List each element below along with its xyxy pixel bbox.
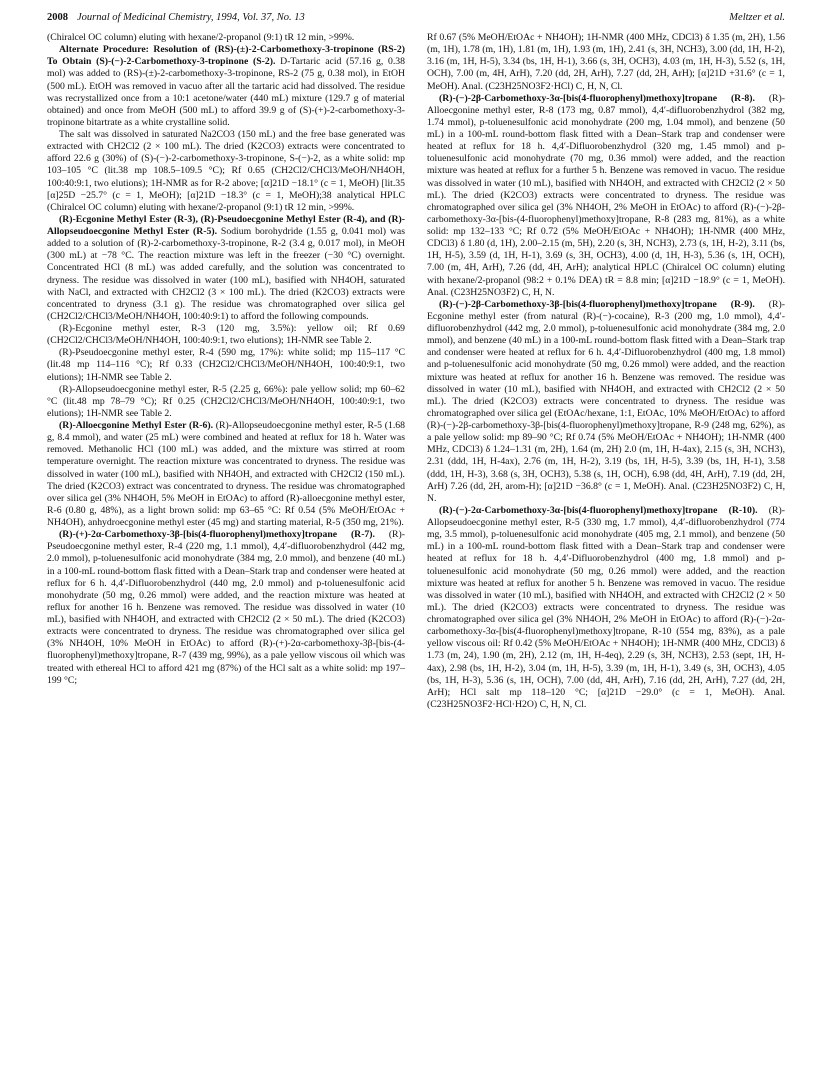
paragraph-heading: Alternate Procedure: Resolution of (RS)-(±)-2-Carbomethoxy-3-tropinone (RS-2) To Obtain (S)-(−)-2-Carbomethoxy-3-tropinone (S-2). (47, 44, 405, 68)
paragraph-text: Sodium borohydride (1.55 g, 0.041 mol) was added to a solution of (R)-2-carbomethoxy-3-tropinone, R-2 (3.4 g, 0.017 mol), in MeOH (300 mL) at −78 °C. The reaction mixture was left in the freezer (−30 °C) overnight. Concentrated HCl (8 mL) was added carefully, and the solution was concentrated to dryness. The residue was dissolved in water (100 mL), basified with NH4OH, saturated with NaCl, and extracted with CH2Cl2 (3 × 100 mL). The dried (K2CO3) extracts were concentrated to dryness (3.1 g). The residue was chromatographed over silica gel (CH2Cl2/CHCl3/MeOH/NH4OH, 100:40:9:1) to afford the following compounds. (47, 226, 405, 322)
running-header (47, 12, 785, 28)
left-column-paragraph (47, 347, 405, 383)
right-column (427, 32, 785, 711)
paragraph-text: (R)-Allopseudoecgonine methyl ester, R-5 (2.25 g, 66%): pale yellow solid; mp 60–62 °C (lit.48 mp 78–79 °C); Rf 0.25 (CH2Cl2/CHCl3/MeOH/NH4OH, 100:40:9:1, two elutions); 1H-NMR see Table 2. (47, 383, 405, 419)
paragraph-text: (R)-Alloecgonine methyl ester, R-8 (173 mg, 0.87 mmol), 4,4′-difluorobenzhydrol (382 mg, 1.74 mmol), p-toluenesulfonic acid monohydrate (200 mg, 1.04 mmol), and benzene (50 mL) in a 100-mL round-bottom flask fitted with a Dean–Stark trap and condenser were heated at reflux for 18 h. 4,4′-Difluorobenzhydrol (320 mg, 1.45 mmol) and p-toluenesulfonic acid monohydrate (70 mg, 0.36 mmol) were added, and the reaction mixture was heated at reflux for a further 5 h. Benzene was removed in vacuo. The residue was dissolved in water (10 mL), basified with NH4OH, and extracted with CH2Cl2 (2 × 50 mL). The dried (K2CO3) extracts were concentrated to dryness. The residue was chromatographed over silica gel (3% NH4OH, 2% MeOH in EtOAc) to afford (R)-(−)-2β-carbomethoxy-3α-[bis-(4-fluorophenyl)methoxy]tropane, R-8 (283 mg, 81%), as a white solid: mp 132–133 °C; Rf 0.72 (5% MeOH/EtOAc + NH4OH); 1H-NMR (400 MHz, CDCl3) δ 1.80 (d, 1H), 2.00–2.15 (m, 5H), 2.20 (s, 3H, NCH3), 2.73 (s, 1H, H-2), 3.11 (bs, 1H, H-5), 3.59 (d, 1H, H-1), 3.69 (s, 3H, OCH3), 4.00 (d, 1H, H-3), 5.36 (s, 1H, OCH), 7.00 (m, 4H, ArH), 7.26 (dd, 4H, ArH); analytical HPLC (Chiralcel OC column) eluting with hexane/2-propanol (98:2 + 0.1% DEA) tR = 8.8 min; [α]21D −18.9° (c = 1, MeOH). Anal. (C23H25NO3F2) C, H, N. (427, 92, 786, 298)
left-column-paragraph (47, 214, 405, 323)
left-column-paragraph (47, 44, 405, 129)
left-column-paragraph (47, 129, 405, 214)
left-column-paragraph (47, 420, 405, 529)
journal-citation: Journal of Medicinal Chemistry, 1994, Vol. 37, No. 13 (77, 12, 305, 23)
paragraph-text: (R)-Pseudoecgonine methyl ester, R-4 (220 mg, 1.1 mmol), 4,4′-difluorobenzhydrol (442 mg, 2.0 mmol), p-toluenesulfonic acid monohydrate (384 mg, 2.0 mmol), and benzene (40 mL) in a 100-mL round-bottom flask fitted with a Dean–Stark trap and condenser were heated at reflux for 6 h. 4,4′-Difluorobenzhydrol (440 mg, 2.0 mmol) and p-toluenesulfonic acid monohydrate (50 mg, 0.26 mmol) were added, and the reaction mixture was heated at reflux for another 16 h. Benzene was removed. The residue was dissolved in water (10 mL), basified with NH4OH, and extracted with CH2Cl2 (2 × 50 mL). The dried (K2CO3) extracts were concentrated to dryness. The residue was chromatographed over silica gel (3% NH4OH, 10% MeOH in EtOAc) to afford (R)-(+)-2α-carbomethoxy-3β-[bis-(4-fluorophenyl)methoxy]tropane, R-7 (439 mg, 99%), as a pale yellow viscous oil which was treated with ethereal HCl to afford 421 mg (87%) of the HCl salt as a white solid: mp 197–199 °C; (47, 529, 406, 686)
paragraph-text: (R)-Allopseudoecgonine methyl ester, R-5 (1.68 g, 8.4 mmol), and water (25 mL) were combined and heated at reflux for 18 h. Water was removed. Methanolic HCl (100 mL) was added, and the mixture was stirred at room temperature overnight. The reaction mixture was concentrated to dryness. The residue was dissolved in water (100 mL), basified with NH4OH, and extracted with CH2Cl2 (150 mL). The dried (K2CO3) extract was concentrated to dryness. The residue was chromatographed over silica gel (3% NH4OH, 5% MeOH in EtOAc) to afford (R)-alloecgonine methyl ester, R-6 (0.80 g, 48%), as a light brown solid: mp 63–65 °C: Rf 0.54 (5% MeOH/EtOAc + NH4OH), anhydroecgonine methyl ester (45 mg) and starting material, R-5 (350 mg, 21%). (47, 420, 406, 528)
paragraph-heading: (R)-(−)-2β-Carbomethoxy-3β-[bis(4-fluorophenyl)methoxy]tropane (R-9). (439, 298, 755, 310)
paragraph-heading: (R)-(−)-2α-Carbomethoxy-3α-[bis(4-fluorophenyl)methoxy]tropane (R-10). (439, 504, 758, 516)
left-column-paragraph (47, 384, 405, 420)
left-column (47, 32, 405, 687)
paragraph-heading: (R)-Ecgonine Methyl Ester (R-3), (R)-Pseudoecgonine Methyl Ester (R-4), and (R)-Allopseudoecgonine Methyl Ester (R-5). (47, 213, 405, 237)
paragraph-text: D-Tartaric acid (57.16 g, 0.38 mol) was added to (RS)-(±)-2-carbomethoxy-3-tropinone, RS-2 (75 g, 0.38 mol), in EtOH (500 mL). EtOH was removed in vacuo after all the tartaric acid had dissolved. The residue was recrystallized once from a 10:1 acetone/water (440 mL) mixture (129.7 g of material obtained) and once from MeOH (500 mL) to afford 39.9 g of (S)-(+)-2-carbomethoxy-3-tropinone bitartrate as a white crystalline solid. (47, 56, 405, 128)
right-column-paragraph (427, 32, 785, 93)
paragraph-heading: (R)-Alloecgonine Methyl Ester (R-6). (59, 420, 214, 431)
right-column-paragraph (427, 299, 785, 505)
paragraph-text: (R)-Pseudoecgonine methyl ester, R-4 (590 mg, 17%): white solid; mp 115–117 °C (lit.48 mp 114–116 °C); Rf 0.33 (CH2Cl2/CHCl3/MeOH/NH4OH, 100:40:9:1, two elutions); 1H-NMR see Table 2. (47, 347, 405, 383)
paragraph-text: Rf 0.67 (5% MeOH/EtOAc + NH4OH); 1H-NMR (400 MHz, CDCl3) δ 1.35 (m, 2H), 1.56 (m, 1H), 1.78 (m, 1H), 1.81 (m, 1H), 1.93 (m, 1H), 2.41 (s, 3H, NCH3), 3.00 (dd, 1H, H-2), 3.16 (m, 1H, H-5), 3.34 (bs, 1H, H-1), 3.66 (s, 3H, OCH3), 4.03 (m, 1H, H-3), 5.52 (s, 1H, OCH), 7.00 (m, 4H, ArH), 7.20 (dd, 2H, ArH), 7.27 (dd, 2H, ArH); [α]21D +31.6° (c = 1, MeOH). Anal. (C23H25NO3F2·HCl) C, H, N, Cl. (427, 32, 785, 92)
paragraph-text: (R)-Ecgonine methyl ester (from natural (R)-(−)-cocaine), R-3 (200 mg, 1.0 mmol), 4,4′-difluorobenzhydrol (442 mg, 2.0 mmol), p-toluenesulfonic acid monohydrate (384 mg, 2.0 mmol), and benzene (40 mL) in a 100-mL round-bottom flask fitted with a Dean–Stark trap and condenser were heated at reflux for 6 h. 4,4′-Difluorobenzhydrol (400 mg, 1.8 mmol) and p-toluenesulfonic acid monohydrate (50 mg, 0.26 mmol) were added, and the reaction mixture was heated at reflux for another 16 h. Benzene was removed. The residue was dissolved in water (10 mL), basified with NH4OH, and extracted with CH2Cl2 (2 × 50 mL). The dried (K2CO3) extracts were concentrated to dryness. The residue was chromatographed over silica gel (EtOAc/hexane, 1:1, EtOAc, 10% MeOH/EtOAc) to afford (R)-(−)-2β-carbomethoxy-3β-[bis(4-fluorophenyl)methoxy]tropane, R-9 (248 mg, 62%), as a pale yellow solid: mp 89–90 °C; Rf 0.74 (5% MeOH/EtOAc + NH4OH); 1H-NMR (400 MHz, CDCl3) δ 1.24–1.31 (m, 2H), 1.64 (m, 2H) 2.0 (m, 1H, H-4ax), 2.15 (s, 3H, NCH3), 2.31 (ddd, 1H, H-4ax), 2.76 (m, 1H, H-2), 3.19 (bs, 1H, H-5), 3.39 (bs, 1H, H-1), 3.58 (ddd, 1H, H-3), 3.68 (s, 3H, OCH3), 5.38 (s, 1H, OCH), 6.98 (dd, 4H, ArH), 7.19 (dd, 2H, ArH) 7.26 (dd, 2H, arom-H); [α]21D −36.8° (c = 1, MeOH). Anal. (C23H25NO3F2) C, H, N. (427, 298, 785, 504)
right-column-paragraph (427, 505, 785, 711)
left-column-paragraph (47, 32, 405, 44)
page-number: 2008 (47, 12, 68, 23)
paragraph-heading: (R)-(−)-2β-Carbomethoxy-3α-[bis(4-fluorophenyl)methoxy]tropane (R-8). (439, 92, 755, 104)
right-column-paragraph (427, 93, 785, 299)
paragraph-text: The salt was dissolved in saturated Na2CO3 (150 mL) and the free base generated was extracted with CH2Cl2 (2 × 100 mL). The dried (K2CO3) extracts were concentrated to afford 22.6 g (30%) of (S)-(−)-2-carbomethoxy-3-tropinone, S-(−)-2, as a white solid: mp 103–105 °C (lit.38 mp 108.5–109.5 °C); Rf 0.65 (CH2Cl2/CHCl3/MeOH/NH4OH, 100:40:9:1, two elutions); 1H-NMR as for R-2 above; [α]21D −18.1° (c = 1, MeOH) [lit.35 [α]25D −25.7° (c = 1, MeOH); [α]21D −18.3° (c = 1, MeOH);38 analytical HPLC (Chiralcel OC column) eluting with hexane/2-propanol (9:1) tR 12 min, >99%. (47, 129, 405, 213)
paragraph-heading: (R)-(+)-2α-Carbomethoxy-3β-[bis(4-fluorophenyl)methoxy]tropane (R-7). (59, 529, 375, 541)
left-column-paragraph (47, 529, 405, 687)
paragraph-text: (R)-Allopseudoecgonine methyl ester, R-5 (330 mg, 1.7 mmol), 4,4′-difluorobenzhydrol (774 mg, 3.5 mmol), p-toluenesulfonic acid monohydrate (405 mg, 2.1 mmol), and benzene (50 mL) in a 100-mL round-bottom flask fitted with a Dean–Stark trap and condenser were heated at reflux for 18 h. 4,4′-Difluorobenzhydrol (400 mg, 1.8 mmol) and p-toluenesulfonic acid monohydrate (50 mg, 0.26 mmol) were added, and the reaction mixture was heated at reflux for another 5 h. Benzene was removed in vacuo. The residue was dissolved in water (10 mL), basified with NH4OH, and extracted with CH2Cl2 (2 × 50 mL). The dried (K2CO3) extracts were concentrated to dryness. The residue was chromatographed over silica gel (3% NH4OH, 2% MeOH in EtOAc) to afford (R)-(−)-2α-carbomethoxy-3α-[bis(4-fluorophenyl)methoxy]tropane, R-10 (554 mg, 83%), as a pale yellow viscous oil: Rf 0.42 (5% MeOH/EtOAc + NH4OH); 1H-NMR (400 MHz, CDCl3) δ 1.73 (m, 24), 1.90 (m, 2H), 2.12 (m, 1H, H-4eq), 2.29 (s, 3H, NCH3), 2.53 (sept, 1H, H-4ax), 2.98 (bs, 1H, H-2), 3.04 (m, 1H, H-5), 3.39 (m, 1H, H-1), 3.49 (s, 3H, OCH3), 4.05 (bs, 1H, H-3), 5.36 (s, 1H, OCH), 7.00 (dd, 4H, ArH), 7.16 (dd, 2H, ArH), 7.27 (dd, 2H, ArH); HCl salt mp 118–120 °C; [α]21D −29.0° (c = 1, MeOH). Anal. (C23H25NO3F2·HCl·H2O) C, H, N, Cl. (427, 504, 785, 710)
paragraph-text: (Chiralcel OC column) eluting with hexane/2-propanol (9:1) tR 12 min, >99%. (47, 32, 355, 43)
paragraph-text: (R)-Ecgonine methyl ester, R-3 (120 mg, 3.5%): yellow oil; Rf 0.69 (CH2Cl2/CHCl3/MeOH/NH4OH, 100:40:9:1, two elutions); 1H-NMR see Table 2. (47, 323, 405, 347)
running-author: Meltzer et al. (729, 12, 785, 23)
left-column-paragraph (47, 323, 405, 347)
